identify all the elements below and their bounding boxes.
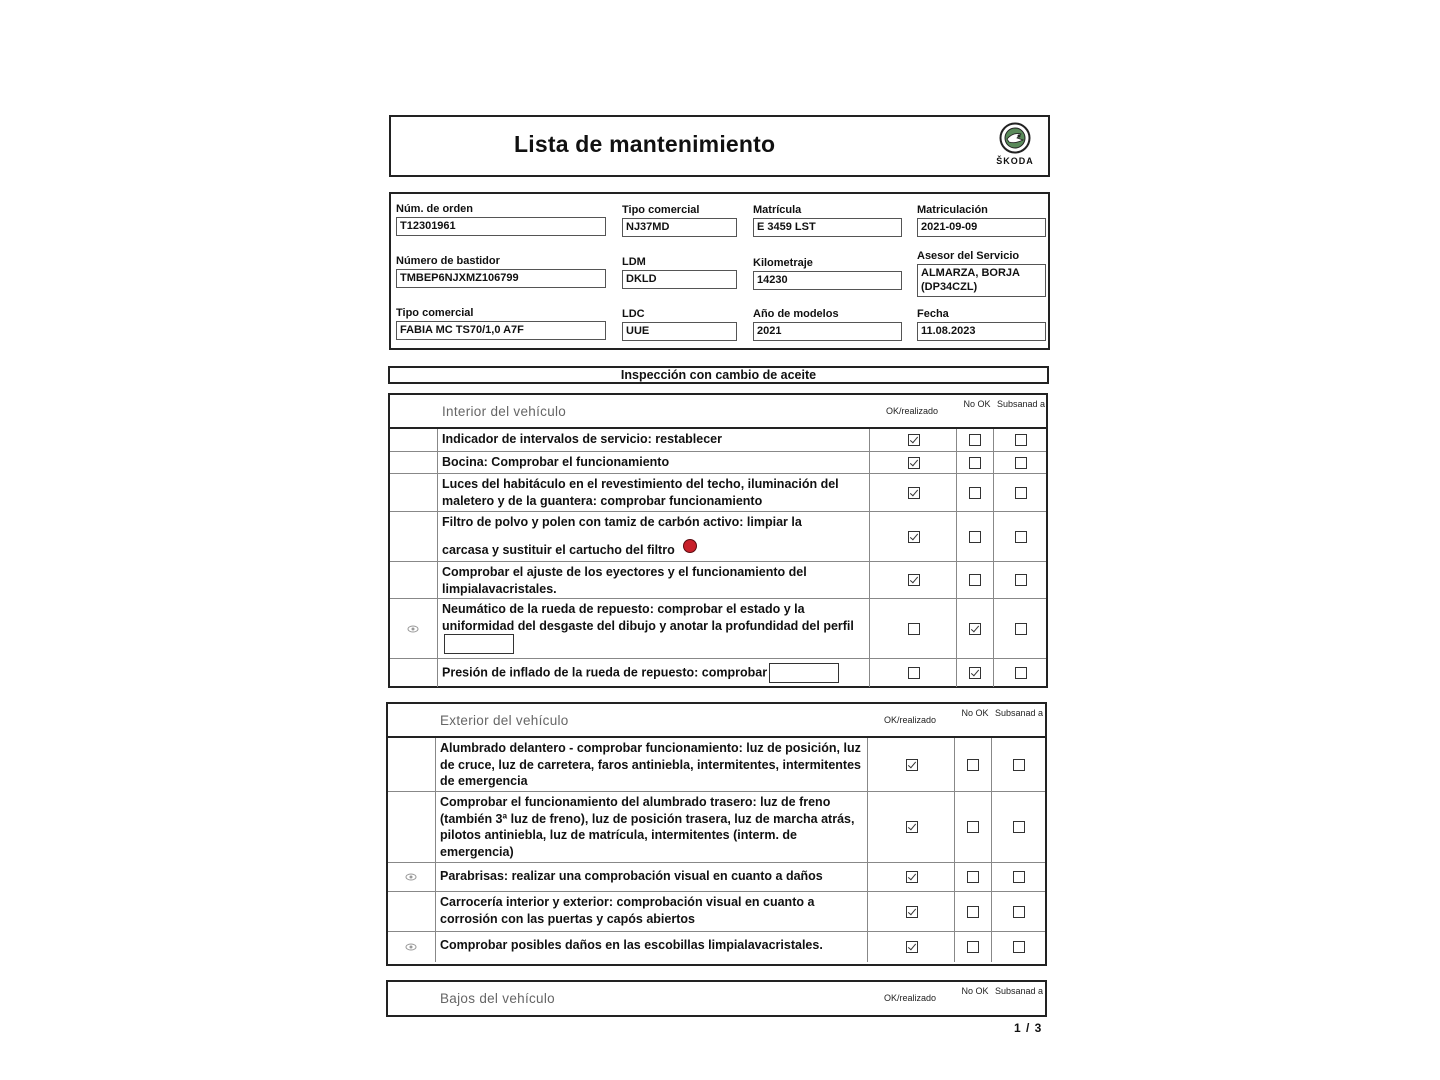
model-year-value[interactable]: 2021 (753, 322, 902, 341)
nok-checkbox[interactable] (969, 623, 981, 635)
sub-checkbox[interactable] (1013, 821, 1025, 833)
column-header-nok: No OK (963, 399, 991, 409)
column-header-ok: OK/realizado (883, 993, 937, 1003)
inspection-type-banner: Inspección con cambio de aceite (388, 366, 1049, 384)
column-header-sub: Subsanad a (994, 986, 1044, 996)
column-header-sub: Subsanad a (996, 399, 1046, 409)
plate-value[interactable]: E 3459 LST (753, 218, 902, 237)
sub-checkbox[interactable] (1015, 487, 1027, 499)
row-text-line: Presión de inflado de la rueda de repuesto: comprobar (442, 665, 768, 680)
section-exterior (386, 702, 1047, 966)
page-number: 1 / 3 (1014, 1021, 1043, 1035)
table-row (390, 429, 1046, 452)
section-title: Interior del vehículo (442, 404, 567, 419)
field-label: Matrícula (753, 204, 802, 216)
advisor-value[interactable]: ALMARZA, BORJA (DP34CZL) (917, 264, 1046, 297)
mileage-field (753, 256, 902, 290)
sub-checkbox[interactable] (1015, 574, 1027, 586)
ok-checkbox[interactable] (908, 623, 920, 635)
red-dot-marker-icon (683, 539, 697, 553)
commercial-type-field (396, 306, 606, 340)
vehicle-info-panel (389, 192, 1050, 350)
table-row (390, 474, 1046, 512)
document-title: Lista de mantenimiento (514, 131, 776, 157)
field-label: Matriculación (917, 204, 988, 216)
ok-checkbox[interactable] (906, 821, 918, 833)
ok-checkbox[interactable] (906, 871, 918, 883)
visual-inspection-icon (407, 624, 419, 634)
sub-checkbox[interactable] (1015, 531, 1027, 543)
ok-checkbox[interactable] (908, 434, 920, 446)
registration-date-field (917, 203, 1046, 237)
ldc-field (622, 307, 737, 341)
ok-checkbox[interactable] (908, 457, 920, 469)
field-label: Número de bastidor (396, 255, 500, 267)
nok-checkbox[interactable] (969, 457, 981, 469)
column-header-nok: No OK (961, 708, 989, 718)
ldm-field (622, 255, 737, 289)
nok-checkbox[interactable] (967, 871, 979, 883)
ok-checkbox[interactable] (908, 667, 920, 679)
ok-checkbox[interactable] (908, 487, 920, 499)
ok-checkbox[interactable] (906, 941, 918, 953)
section-title: Bajos del vehículo (440, 991, 555, 1006)
sub-checkbox[interactable] (1013, 871, 1025, 883)
ldm-value[interactable]: DKLD (622, 270, 737, 289)
commercial-type-value[interactable]: FABIA MC TS70/1,0 A7F (396, 321, 606, 340)
nok-checkbox[interactable] (969, 487, 981, 499)
ok-checkbox[interactable] (908, 531, 920, 543)
commercial-type-code-field (622, 203, 737, 237)
table-row (388, 738, 1045, 792)
field-label: Kilometraje (753, 257, 813, 269)
column-header-ok: OK/realizado (883, 715, 937, 725)
field-label: Tipo comercial (622, 204, 700, 216)
column-header-nok: No OK (961, 986, 989, 996)
mileage-value[interactable]: 14230 (753, 271, 902, 290)
visual-inspection-icon (405, 872, 417, 882)
ldc-value[interactable]: UUE (622, 322, 737, 341)
column-header-ok: OK/realizado (885, 406, 939, 416)
order-number-value[interactable]: T12301961 (396, 217, 606, 236)
section-header (390, 395, 1046, 429)
field-label: Tipo comercial (396, 307, 474, 319)
row-text: Alumbrado delantero - comprobar funcionamiento: luz de posición, luz de cruce, luz de carretera, faros antiniebla, intermitentes, intermitentes de emergencia (438, 738, 868, 791)
vin-value[interactable]: TMBEP6NJXMZ106799 (396, 269, 606, 288)
document-header (389, 115, 1050, 177)
row-text: Bocina: Comprobar el funcionamiento (440, 452, 870, 473)
order-number-field (396, 202, 606, 236)
tread-depth-input[interactable] (444, 634, 514, 654)
sub-checkbox[interactable] (1013, 906, 1025, 918)
nok-checkbox[interactable] (967, 941, 979, 953)
skoda-logo-icon (991, 122, 1039, 172)
row-text: Indicador de intervalos de servicio: restablecer (440, 429, 870, 451)
field-label: Asesor del Servicio (917, 250, 1020, 262)
row-text: Luces del habitáculo en el revestimiento del techo, iluminación del maletero y de la guantera: comprobar funcionamiento (440, 474, 870, 511)
field-label: Año de modelos (753, 308, 839, 320)
sub-checkbox[interactable] (1015, 667, 1027, 679)
table-row (388, 892, 1045, 932)
table-row (390, 512, 1046, 562)
registration-date-value[interactable]: 2021-09-09 (917, 218, 1046, 237)
column-header-sub: Subsanad a (994, 708, 1044, 718)
vin-field (396, 254, 606, 288)
ok-checkbox[interactable] (906, 906, 918, 918)
nok-checkbox[interactable] (967, 906, 979, 918)
row-text-line: Neumático de la rueda de repuesto: comprobar el estado y la uniformidad del desgaste del dibujo y anotar la profundidad del (442, 602, 820, 633)
row-text: Parabrisas: realizar una comprobación visual en cuanto a daños (438, 863, 868, 891)
field-label: LDC (622, 308, 645, 320)
section-header (388, 982, 1045, 1016)
row-text (440, 512, 870, 561)
nok-checkbox[interactable] (967, 821, 979, 833)
row-text (440, 599, 870, 658)
table-row (390, 599, 1046, 659)
row-text: Carrocería interior y exterior: comprobación visual en cuanto a corrosión con las puertas y capós abiertos (438, 892, 868, 931)
commercial-type-code-value[interactable]: NJ37MD (622, 218, 737, 237)
table-row (390, 659, 1046, 687)
table-row (388, 932, 1045, 962)
advisor-field (917, 249, 1046, 297)
table-row (390, 562, 1046, 599)
table-row (388, 863, 1045, 892)
row-text: Comprobar el ajuste de los eyectores y el funcionamiento del limpialavacristales. (440, 562, 870, 598)
date-value[interactable]: 11.08.2023 (917, 322, 1046, 341)
nok-checkbox[interactable] (969, 434, 981, 446)
field-label: Núm. de orden (396, 203, 474, 215)
row-text-line: carcasa y sustituir el cartucho del filtro (442, 542, 675, 557)
table-row (388, 792, 1045, 863)
row-text: Comprobar el funcionamiento del alumbrado trasero: luz de freno (también 3ª luz de freno), luz de posición trasera, luz de marcha atrás, pilotos antiniebla, luz de matrícula, intermitentes (interm. de emergencia) (438, 792, 868, 862)
row-text (440, 659, 870, 687)
visual-inspection-icon (405, 942, 417, 952)
sub-checkbox[interactable] (1013, 941, 1025, 953)
sub-checkbox[interactable] (1015, 623, 1027, 635)
section-header (388, 704, 1045, 738)
sub-checkbox[interactable] (1015, 457, 1027, 469)
table-row (390, 452, 1046, 474)
ok-checkbox[interactable] (906, 759, 918, 771)
date-field (917, 307, 1046, 341)
model-year-field (753, 307, 902, 341)
plate-field (753, 203, 902, 237)
row-text-line: Filtro de polvo y polen con tamiz de carbón activo: limpiar la (442, 515, 802, 529)
row-text-line: perfil (823, 618, 854, 633)
tire-pressure-input[interactable] (769, 663, 839, 683)
nok-checkbox[interactable] (967, 759, 979, 771)
nok-checkbox[interactable] (969, 531, 981, 543)
nok-checkbox[interactable] (969, 667, 981, 679)
field-label: LDM (622, 256, 646, 268)
brand-name: ŠKODA (996, 156, 1034, 166)
section-title: Exterior del vehículo (440, 713, 569, 728)
section-interior (388, 393, 1048, 688)
row-text: Comprobar posibles daños en las escobillas limpialavacristales. (438, 932, 868, 962)
nok-checkbox[interactable] (969, 574, 981, 586)
ok-checkbox[interactable] (908, 574, 920, 586)
field-label: Fecha (917, 308, 949, 320)
section-bajos (386, 980, 1047, 1017)
sub-checkbox[interactable] (1015, 434, 1027, 446)
sub-checkbox[interactable] (1013, 759, 1025, 771)
